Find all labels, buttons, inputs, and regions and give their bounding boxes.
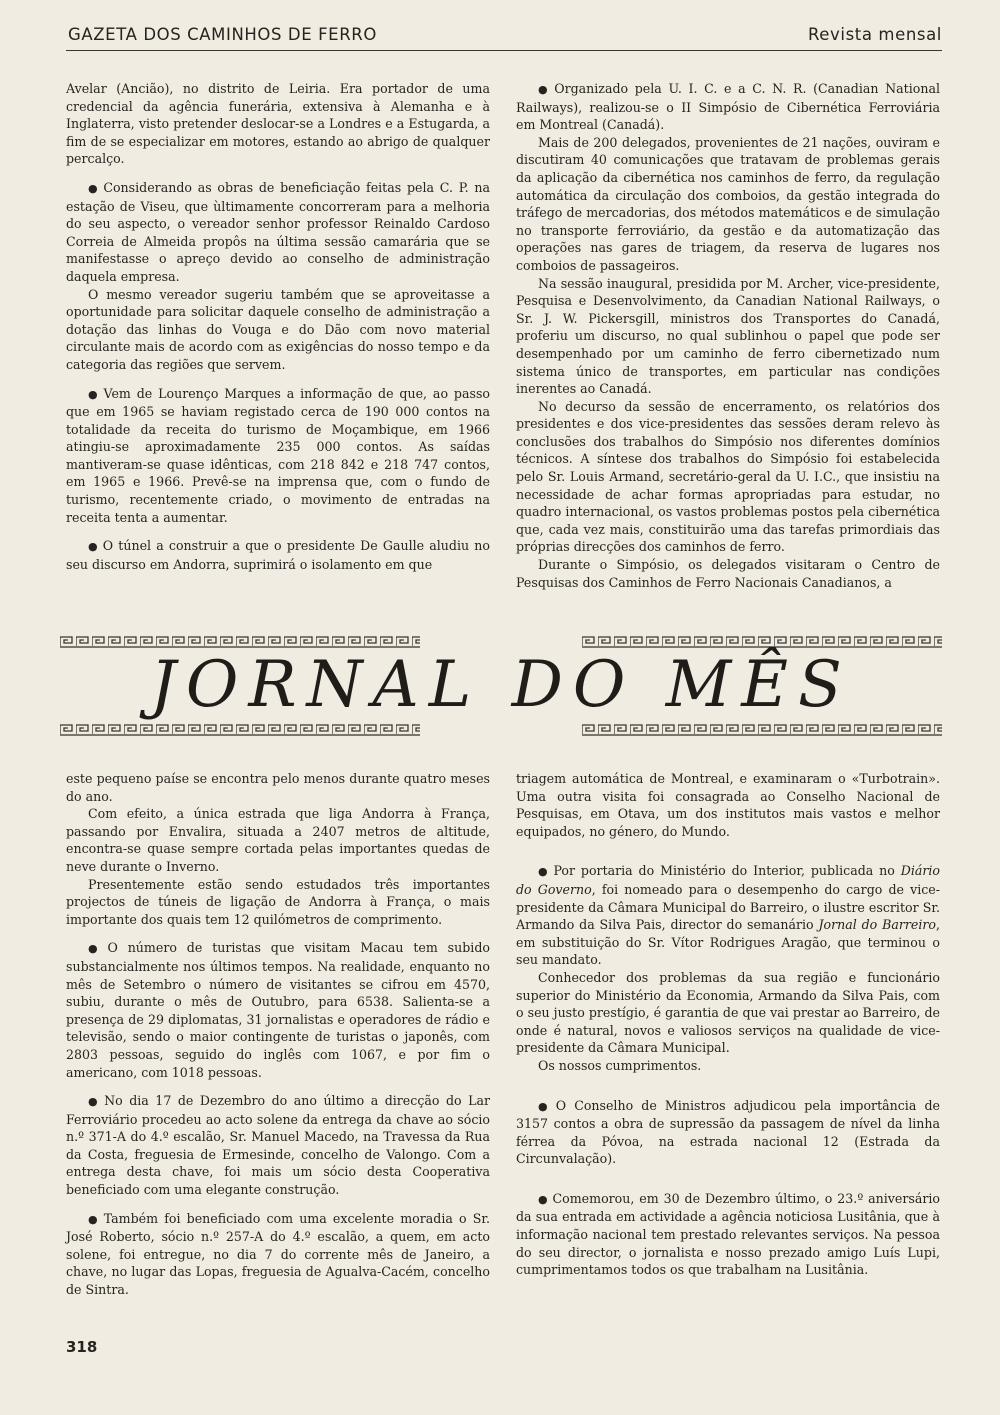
- newspaper-name: Jornal do Barreiro: [818, 917, 936, 933]
- bullet-icon: ●: [88, 942, 104, 956]
- news-item: [66, 1210, 490, 1299]
- news-item-text: Comemorou, em 30 de Dezembro último, o 23.º aniversário da sua entrada em actividade a agência noticiosa Lusitânia, que à informação nacional tem prestado relevantes serviços. Na pessoa do seu director, o jornalista e nosso prezado amigo Luís Lupi, cumprimentamos todos os que trabalham na Lusitânia.: [516, 1190, 940, 1278]
- bullet-icon: ●: [538, 83, 551, 96]
- news-item-text: , foi nomeado para o desempenho do cargo de vice-presidente da Câmara Municipal do Barreiro, o ilustre escritor Sr. Armando da Silva Pais, director do semanário: [516, 881, 941, 933]
- news-item-text: O número de turistas que visitam Macau tem subido substancialmente nos últimos tempos. Na realidade, enquanto no mês de Setembro o número de visitantes se cifrou em 4570, subiu, durante o mês de Outubro, para 6538. Salienta-se a presença de 29 diplomatas, 31 jornalistas e operadores de rádio e televisão, sendo o maior contingente de turistas o japonês, com 2803 pessoas, seguido do inglês com 1067, e por fim o americano, com 1018 pessoas.: [66, 940, 490, 1080]
- bullet-icon: ●: [538, 1192, 549, 1206]
- paragraph: Presentemente estão sendo estudados três importantes projectos de túneis de ligação de Andorra à França, o mais importante dos quais tem 12 quilómetros de comprimento.: [66, 876, 490, 927]
- news-item-text: , em substituição do Sr. Vítor Rodrigues Aragão, que terminou o seu mandato.: [516, 917, 940, 968]
- news-item: [66, 1092, 490, 1199]
- paragraph: Com efeito, a única estrada que liga Andorra à França, passando por Envalira, situada a 2407 metros de altitude, encontra-se quase sempre cortada pelas importantes quedas de neve durante o Inverno.: [66, 806, 490, 874]
- column-bottom-left: [66, 770, 490, 1299]
- column-top-right: [516, 80, 940, 591]
- greek-key-border-top-right: [582, 636, 942, 648]
- news-item-text: Também foi beneficiado com uma excelente moradia o Sr. José Roberto, sócio n.º 257-A do 4.º escalão, a quem, em acto solene, foi entregue, no dia 7 do corrente mês de Janeiro, a chave, no lugar das Lopas, freguesia de Agualva-Cacém, concelho de Sintra.: [66, 1210, 490, 1298]
- greek-key-border-top-left: [60, 636, 420, 648]
- column-bottom-right: [516, 770, 940, 1279]
- bullet-icon: ●: [88, 1095, 101, 1109]
- paragraph: este pequeno paíse se encontra pelo menos durante quatro meses do ano.: [66, 771, 490, 804]
- news-item-text: Por portaria do Ministério do Interior, publicada no: [553, 863, 901, 879]
- news-item: [66, 537, 490, 573]
- bullet-icon: ●: [88, 387, 100, 401]
- page-header: [66, 22, 942, 51]
- bullet-icon: ●: [538, 865, 550, 879]
- bullet-icon: ●: [88, 540, 99, 554]
- greek-key-border-bottom-right: [582, 724, 942, 736]
- bullet-icon: ●: [88, 181, 100, 195]
- publication-frequency: Revista mensal: [807, 25, 942, 44]
- news-item-text: Vem de Lourenço Marques a informação de que, ao passo que em 1965 se haviam registado cerca de 190 000 contos na totalidade da receita do turismo de Moçambique, em 1966 atingiu-se aproximadamente 235 000 contos. As saídas mantiveram-se quase idênticas, com 218 842 e 218 747 contos, em 1965 e 1966. Prevê-se na imprensa que, com o fundo de turismo, recentemente criado, o movimento de entradas na receita tenta a aumentar.: [66, 385, 490, 525]
- news-item-text: Organizado pela U. I. C. e a C. N. R. (Canadian National Railways), realizou-se o II Simpósio de Cibernética Ferroviária em Montreal (Canadá).: [516, 81, 940, 133]
- paragraph: triagem automática de Montreal, e examinaram o «Turbotrain». Uma outra visita foi consagrada ao Conselho Nacional de Pesquisas, em Otava, um dos institutos mais vastos e melhor equipados, no género, do Mundo.: [516, 771, 940, 839]
- news-item: [516, 80, 940, 134]
- paragraph: Avelar (Ancião), no distrito de Leiria. Era portador de uma credencial da agência funerária, extensiva à Alemanha e à Inglaterra, visto pretender deslocar-se a Londres e a Estugarda, a fim de se especializar em motores, estando ao abrigo de qualquer percalço.: [66, 81, 490, 167]
- bullet-icon: ●: [538, 1099, 552, 1113]
- paragraph: Durante o Simpósio, os delegados visitaram o Centro de Pesquisas dos Caminhos de Ferro Nacionais Canadianos, a: [516, 557, 940, 590]
- paragraph: Os nossos cumprimentos.: [538, 1057, 702, 1073]
- news-item-text: No dia 17 de Dezembro do ano último a direcção do Lar Ferroviário procedeu ao acto solene da entrega da chave ao sócio n.º 371-A do 4.º escalão, Sr. Manuel Macedo, na Travessa da Rua da Costa, freguesia de Ermesinde, concelho de Valongo. Com a entrega desta chave, foi mais um sócio desta Cooperativa beneficiado com uma elegante construção.: [66, 1093, 490, 1198]
- paragraph: Conhecedor dos problemas da sua região e funcionário superior do Ministério da Economia, Armando da Silva Pais, com o seu justo prestígio, é garantia de que vai prestar ao Barreiro, de onde é natural, novos e valiosos serviços na qualidade de vice-presidente da Câmara Municipal.: [516, 969, 940, 1056]
- section-title: JORNAL DO MÊS: [150, 648, 852, 722]
- news-item-text: Considerando as obras de beneficiação feitas pela C. P. na estação de Viseu, que ùltimamente concorreram para a melhoria do seu aspecto, o vereador senhor professor Reinaldo Cardoso Correia de Almeida propôs na última sessão camarária que se manifestasse o apreço devido ao conselho de administração daquela empresa.: [66, 179, 490, 284]
- news-item-text: O túnel a construir a que o presidente De Gaulle aludiu no seu discurso em Andorra, suprimirá o isolamento em que: [66, 538, 490, 572]
- paragraph: No decurso da sessão de encerramento, os relatórios dos presidentes e dos vice-presidentes das sessões deram relevo às conclusões dos trabalhos do Simpósio nos diferentes domínios técnicos. A síntese dos trabalhos do Simpósio foi estabelecida pelo Sr. Louis Armand, secretário-geral da U. I.C., que insistiu na necessidade de achar formas apropriadas para estudar, no quadro internacional, os vastos problemas postos pela cibernética que, cada vez mais, constituirão uma das tarefas primordiais das próprias direcções dos caminhos de ferro.: [516, 398, 940, 555]
- paragraph: Mais de 200 delegados, provenientes de 21 nações, ouviram e discutiram 40 comunicações que tratavam de problemas gerais da aplicação da cibernética nos caminhos de ferro, da regulação automática da circulação dos comboios, da gestão integrada do tráfego de mercadorias, dos métodos matemáticos e de simulação no transporte ferroviário, da gestão e da automatização das operações nas gares de triagem, da reserva de lugares nos comboios de passageiros.: [516, 134, 940, 273]
- news-item: [66, 939, 490, 1081]
- column-top-left: [66, 80, 490, 573]
- news-item: [66, 179, 490, 286]
- greek-key-border-bottom-left: [60, 724, 420, 736]
- newspaper-name: Diário do Governo: [516, 863, 940, 897]
- bullet-icon: ●: [88, 1212, 100, 1226]
- publication-title: GAZETA DOS CAMINHOS DE FERRO: [68, 25, 377, 44]
- paragraph: O mesmo vereador sugeriu também que se aproveitasse a oportunidade para solicitar daquele conselho de administração a dotação das linhas do Vouga e do Dão com novo material circulante mais de acordo com as exigências do nosso tempo e da categoria das regiões que servem.: [66, 286, 490, 372]
- news-item-text: O Conselho de Ministros adjudicou pela importância de 3157 contos a obra de supressão da passagem de nível da linha férrea da Póvoa, na estrada nacional 12 (Estrada da Circunvalação).: [516, 1097, 940, 1167]
- news-item: [516, 1097, 940, 1168]
- news-item: [516, 862, 940, 969]
- paragraph: Na sessão inaugural, presidida por M. Archer, vice-presidente, Pesquisa e Desenvolvimento, da Canadian National Railways, o Sr. J. W. Pickersgill, ministros dos Transportes do Canadá, proferiu um discurso, no qual sublinhou o papel que pode ser desempenhado por um caminho de ferro cibernetizado num sistema único de transportes, em particular nas condições inerentes ao Canadá.: [516, 275, 940, 397]
- news-item: [516, 1190, 940, 1279]
- news-item: [66, 385, 490, 527]
- section-title-band: [60, 628, 942, 740]
- page-number: 318: [66, 1338, 98, 1356]
